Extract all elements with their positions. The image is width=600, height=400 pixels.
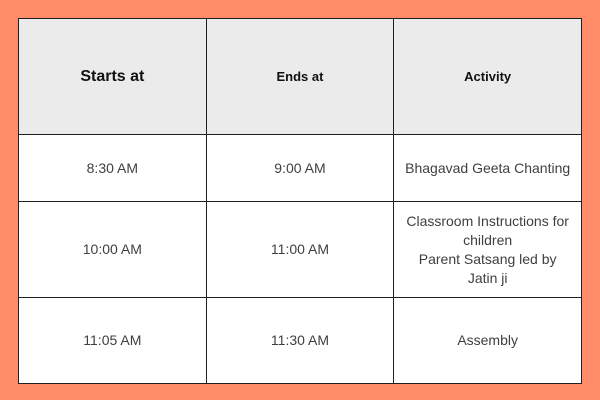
end-time-cell: 11:30 AM <box>206 298 394 384</box>
activity-line: Parent Satsang led by <box>418 250 557 267</box>
end-time-cell: 9:00 AM <box>206 135 394 202</box>
activity-cell <box>394 298 582 384</box>
start-time-cell: 8:30 AM <box>19 135 207 202</box>
table-row <box>19 298 582 384</box>
start-time-cell: 11:05 AM <box>19 298 207 384</box>
table-row <box>19 202 582 298</box>
header-starts-at: Starts at <box>19 19 207 135</box>
activity-line: Bhagavad Geeta Chanting <box>405 159 571 176</box>
activity-cell <box>394 202 582 298</box>
schedule-table <box>18 18 582 384</box>
table-row <box>19 135 582 202</box>
activity-line: Jatin ji <box>467 269 508 286</box>
start-time-cell: 10:00 AM <box>19 202 207 298</box>
activity-line: Classroom Instructions for <box>406 212 569 229</box>
header-activity: Activity <box>394 19 582 135</box>
end-time-cell: 11:00 AM <box>206 202 394 298</box>
activity-line: children <box>463 231 513 248</box>
activity-cell <box>394 135 582 202</box>
activity-line: Assembly <box>457 332 518 348</box>
header-ends-at: Ends at <box>206 19 394 135</box>
table-header-row <box>19 19 582 135</box>
